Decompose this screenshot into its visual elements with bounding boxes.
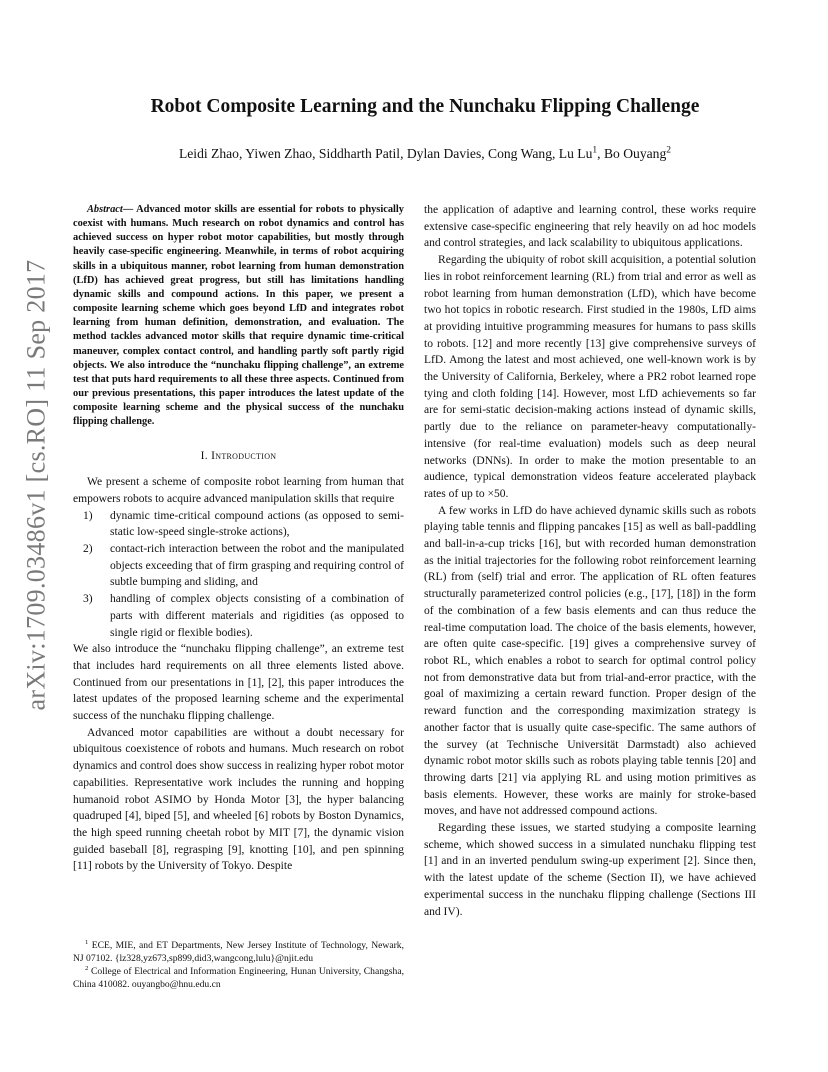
footnote-2 — [73, 966, 404, 991]
requirements-list — [73, 508, 404, 642]
footnote-marker: 1 — [85, 938, 89, 946]
list-item — [73, 541, 404, 591]
list-item — [73, 508, 404, 541]
author-list — [60, 146, 790, 162]
list-item-number: 3) — [83, 593, 93, 606]
section-number: I. — [200, 449, 212, 462]
section-heading-introduction — [73, 448, 404, 465]
abstract-dash: — — [122, 204, 137, 215]
footnotes — [73, 940, 404, 991]
paper-title: Robot Composite Learning and the Nunchaku Flipping Challenge — [150, 96, 700, 117]
list-item-number: 1) — [83, 509, 93, 522]
abstract-text: Advanced motor skills are essential for robots to physically coexist with humans. Much research on robot dynamics and control has achieved success on hyper robot motor capabilities, but mostly through heavily case-specific engineering. Meanwhile, in terms of robot acquiring skills in a ubiquitous manner, robot learning from human demonstration (LfD) has achieved great progress, but still has limitations handling dynamic skills and compound actions. In this paper, we present a composite learning scheme which goes beyond LfD and integrates robot learning from human definition, demonstration, and evaluation. The method tackles advanced motor skills that require dynamic time-critical maneuver, complex contact control, and handling partly soft partly rigid objects. We also introduce the “nunchaku flipping challenge”, an extreme test that puts hard requirements to all these three aspects. Continued from our previous presentations, this paper introduces the latest update of the composite learning scheme and the physical success of the nunchaku flipping challenge. — [73, 204, 404, 428]
footnote-marker: 2 — [85, 965, 89, 972]
body-paragraph: Regarding these issues, we started studying a composite learning scheme, which showed success in a simulated nunchaku flipping test [1] and in an inverted pendulum swing-up experiment [2]. Since then, with the latest update of the scheme (Section II), we have achieved experimental success in the nunchaku flipping challenge (Sections III and IV). — [424, 822, 756, 918]
body-paragraph: A few works in LfD do have achieved dynamic skills such as robots playing table tennis and flipping pancakes [15] as well as ball-paddling and ball-in-a-cup tricks [16], but with recorded human demonstration as the initial trajectories for the following robot reinforcement learning (RL) from (self) trial and error. The application of RL often features structurally parameterized control policies (e.g., [17], [18]) in the form of the combination of a few basis elements and can thus reduce the real-time computation load. The choice of the basis elements, however, are often quite case-specific. [19] gives a comprehensive survey of robot RL, which enables a robot to search for optimal control policy not from demonstrative data but from trial-and-error practice, with the goal of maximizing a certain reward function. Proper design of the reward function and the corresponding maximization strategy is another factor that is usually quite case-specific. The same authors of the survey (at Technische Universität Darmstadt) also achieved dynamic robot motor skills such as robots playing table tennis [20] and throwing darts [21] via applying RL and using motion primitives as basis elements. However, these works are mainly for stroke-based moves, and have not addressed compound actions. — [424, 504, 756, 818]
abstract-label: Abstract — [87, 204, 123, 215]
arxiv-identifier-stamp — [14, 259, 58, 711]
arxiv-id-text[interactable]: arXiv:1709.03486v1 [cs.RO] 11 Sep 2017 — [21, 259, 51, 711]
footnote-1 — [73, 940, 404, 965]
intro-paragraph-2: We also introduce the “nunchaku flipping challenge”, an extreme test that includes hard requirements on all three elements listed above. Continued from our presentations in [1], [2], this paper introduces the latest updates of the proposed learning scheme and the experimental success of the nunchaku flipping challenge. — [73, 643, 404, 723]
section-title: Introduction — [211, 449, 277, 462]
list-item-text: contact-rich interaction between the robot and the manipulated objects exceeding that of firm grasping and requiring control of subtle bumping and sliding, and — [110, 543, 404, 589]
affiliation-marker-1: 1 — [592, 145, 598, 156]
affiliation-marker-2: 2 — [666, 145, 672, 156]
list-item-number: 2) — [83, 543, 93, 556]
list-item — [73, 591, 404, 641]
author-names: Leidi Zhao, Yiwen Zhao, Siddharth Patil, Dylan Davies, Cong Wang, Lu Lu — [178, 146, 593, 161]
intro-paragraph-3: Advanced motor capabilities are without a doubt necessary for ubiquitous coexistence of robots and humans. Much research on robot dynamics and control does show success in realizing hyper robot motor capabilities. Representative work includes the running and hopping humanoid robot ASIMO by Honda Motor [3], the hyper balancing quadruped [4], biped [5], and wheeled [6] robots by Boston Dynamics, the high speed running cheetah robot by MIT [7], the dynamic vision guided baseball [8], regrasping [9], knotting [10], and pen spinning [11] robots by the University of Tokyo. Despite — [73, 726, 404, 873]
body-paragraph: Regarding the ubiquity of robot skill acquisition, a potential solution lies in robot reinforcement learning (RL) from trial and error as well as robot learning from human demonstration (LfD), which have become two hot topics in robotic research. First studied in the 1980s, LfD aims at providing intuitive programming measures for humans to pass skills to robots. [12] and more recently [13] give comprehensive surveys of LfD. Among the latest and most achieved, one well-known work is by the University of California, Berkeley, where a PR2 robot learned rope tying and cloth folding [14]. However, most LfD achievements so far are for semi-static decision-making actions instead of dynamic skills, partly due to the reliance on parameter-heavy computationally-intensive (for real-time evaluation) models such as deep neural networks (DNNs). In order to make the motion presentable to an audience, typical demonstration videos feature accelerated playback rates of up to ×50. — [424, 254, 756, 500]
intro-paragraph-1: We present a scheme of composite robot learning from human that empowers robots to acquire advanced manipulation skills that require — [73, 476, 404, 505]
author-last: , Bo Ouyang — [597, 146, 667, 161]
footnote-text: ECE, MIE, and ET Departments, New Jersey Institute of Technology, Newark, NJ 07102. {lz328,yz673,sp899,did3,wangcong,lulu}@njit.edu — [73, 940, 404, 964]
body-paragraph-continued: the application of adaptive and learning control, these works require extensive case-specific engineering that rely heavily on ad hoc models and control strategies, and lack scalability to ubiquitous applications. — [424, 204, 756, 250]
list-item-text: handling of complex objects consisting of a combination of parts with different materials and rigidities (as opposed to single rigid or flexible bodies). — [110, 593, 404, 639]
abstract — [73, 203, 404, 430]
list-item-text: dynamic time-critical compound actions (as opposed to semi-static low-speed single-stroke actions), — [110, 509, 404, 539]
left-column — [73, 203, 404, 875]
footnote-text: College of Electrical and Information Engineering, Hunan University, Changsha, China 410082. ouyangbo@hnu.edu.cn — [73, 966, 404, 990]
right-column — [424, 202, 756, 920]
